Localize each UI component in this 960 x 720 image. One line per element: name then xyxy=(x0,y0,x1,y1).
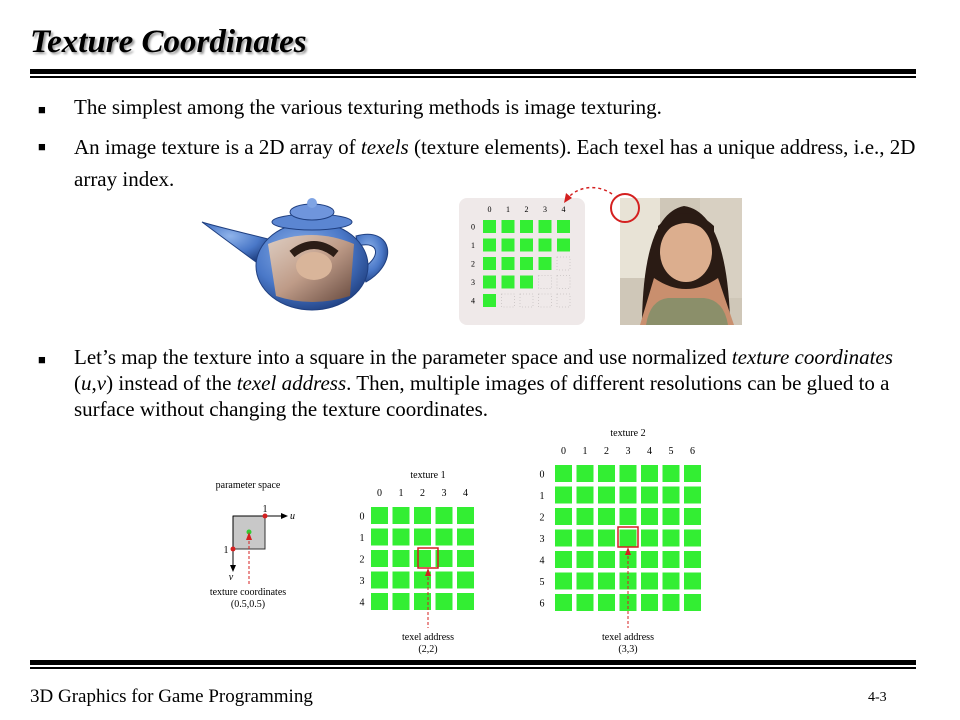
texel-col-label: 2 xyxy=(524,205,529,214)
texture-texel xyxy=(577,508,594,525)
texture1-caption-line1: texel address xyxy=(402,632,454,643)
texel-cell xyxy=(520,239,533,252)
texture-texel xyxy=(684,594,701,611)
texel-cell xyxy=(520,220,533,233)
texture-row-label: 2 xyxy=(359,554,365,566)
texture-texel xyxy=(598,508,615,525)
texture-texel xyxy=(641,465,658,482)
texture-texel xyxy=(577,551,594,568)
texture-texel xyxy=(620,487,637,504)
texture-texel xyxy=(555,573,572,590)
texture-col-label: 5 xyxy=(668,446,674,457)
texture2-caption-line1: texel address xyxy=(602,632,654,643)
texture-texel xyxy=(393,593,410,610)
v-axis-label: v xyxy=(228,572,234,583)
texture-texel xyxy=(577,465,594,482)
texture-texel xyxy=(577,594,594,611)
texture-texel xyxy=(598,530,615,547)
texture-texel xyxy=(371,593,388,610)
texture-texel xyxy=(620,508,637,525)
photo-image xyxy=(620,198,742,325)
page-number: 4-3 xyxy=(868,690,887,705)
v-tick-label: 1 xyxy=(223,545,229,556)
texture-row-label: 3 xyxy=(359,576,365,587)
texture-texel xyxy=(555,487,572,504)
texture-texel xyxy=(598,594,615,611)
texture2-grid xyxy=(555,465,701,611)
texture-texel xyxy=(371,529,388,546)
texture-row-label: 0 xyxy=(539,469,545,481)
texture1-grid xyxy=(371,507,474,610)
texture2-title: texture 2 xyxy=(610,428,646,439)
texture-texel xyxy=(684,465,701,482)
texel-row-label: 2 xyxy=(471,259,475,269)
texel-cell xyxy=(557,239,570,252)
texture1-caption-line2: (2,2) xyxy=(418,644,438,655)
texture2-row-labels xyxy=(540,470,545,610)
texture-row-label: 1 xyxy=(359,533,365,544)
texture-row-label: 4 xyxy=(359,597,365,609)
texture-texel xyxy=(663,573,680,590)
texel-cell xyxy=(539,257,552,270)
texture-col-label: 4 xyxy=(463,488,468,499)
bullet-1-text: The simplest among the various texturing methods is image texturing. xyxy=(74,95,662,119)
texture-texel xyxy=(371,507,388,524)
texture-col-label: 6 xyxy=(690,446,695,457)
texture-texel xyxy=(436,529,453,546)
texture-row-label: 4 xyxy=(539,555,545,567)
slide-title: Texture Coordinates xyxy=(30,24,307,60)
parameter-space-figure xyxy=(210,480,295,610)
texture-texel xyxy=(641,594,658,611)
texel-col-label: 1 xyxy=(506,205,510,214)
texel-cell xyxy=(502,257,515,270)
texture-texel xyxy=(641,551,658,568)
texel-cell xyxy=(520,257,533,270)
footer-course-title: 3D Graphics for Game Programming xyxy=(30,686,313,707)
texel-col-label: 4 xyxy=(561,205,566,214)
param-caption-line1: texture coordinates xyxy=(209,587,287,598)
texel-cell xyxy=(483,294,496,307)
texel-array-figure xyxy=(459,198,585,325)
texel-cell xyxy=(520,276,533,289)
texel-row-label: 0 xyxy=(471,222,475,232)
texture-row-label: 5 xyxy=(539,577,545,588)
texture-row-label: 2 xyxy=(539,512,545,524)
texture-texel xyxy=(393,572,410,589)
footer-rule-thin xyxy=(30,667,916,669)
texture-texel xyxy=(577,530,594,547)
texture-texel xyxy=(371,572,388,589)
texture-texel xyxy=(663,487,680,504)
texel-cell xyxy=(483,220,496,233)
texture-col-label: 4 xyxy=(647,446,652,457)
texture-texel xyxy=(663,551,680,568)
texture-texel xyxy=(436,507,453,524)
texture-texel xyxy=(393,529,410,546)
texture-texel xyxy=(436,572,453,589)
texture-texel xyxy=(598,551,615,568)
texture-texel xyxy=(555,594,572,611)
texture-texel xyxy=(663,594,680,611)
texture-texel xyxy=(641,530,658,547)
texture1-figure xyxy=(360,470,475,655)
texture-texel xyxy=(663,508,680,525)
texture-texel xyxy=(620,465,637,482)
texel-cell xyxy=(483,276,496,289)
texture-texel xyxy=(684,551,701,568)
texel-cell xyxy=(539,239,552,252)
texture-col-label: 2 xyxy=(604,446,609,457)
texel-col-label: 3 xyxy=(543,205,547,214)
texture-texel xyxy=(663,465,680,482)
square-bullet-icon: ■ xyxy=(38,352,46,367)
texel-row-label: 3 xyxy=(471,278,475,287)
texture-texel xyxy=(555,465,572,482)
texture-row-label: 6 xyxy=(539,598,545,610)
u-axis-label: u xyxy=(290,511,295,522)
texture-col-label: 2 xyxy=(420,488,425,499)
bullet-3-text: Let’s map the texture into a square in the parameter space and use normalized texture coordinates (u,v) instead of the texel address. Then, multiple images of different resolutions can be glued to a surface without changing the texture coordinates. xyxy=(74,345,893,421)
texture-texel xyxy=(684,573,701,590)
texture-texel xyxy=(577,573,594,590)
texture-texel xyxy=(663,530,680,547)
texture-texel xyxy=(684,530,701,547)
texture-texel xyxy=(414,550,431,567)
texture-col-label: 1 xyxy=(582,446,588,457)
texture-texel xyxy=(393,507,410,524)
texel-row-label: 1 xyxy=(471,241,475,250)
texel-cell xyxy=(502,276,515,289)
texture-row-label: 3 xyxy=(539,534,545,545)
texture1-title: texture 1 xyxy=(410,470,446,481)
texture1-row-labels xyxy=(360,512,365,609)
texture-col-label: 1 xyxy=(398,488,404,499)
texel-cell xyxy=(483,257,496,270)
texture2-col-labels xyxy=(561,446,695,457)
texture-texel xyxy=(555,508,572,525)
texture1-col-labels xyxy=(377,488,468,499)
bullet-2-text: An image texture is a 2D array of texels (texture elements). Each texel has a unique address, i.e., 2D array index. xyxy=(74,135,916,191)
texture-row-label: 1 xyxy=(539,491,545,502)
texture2-figure xyxy=(540,428,702,655)
dashed-arrow xyxy=(568,188,612,198)
texture-texel xyxy=(641,487,658,504)
texel-cell xyxy=(502,239,515,252)
texture-texel xyxy=(457,572,474,589)
footer-rule-thick xyxy=(30,660,916,665)
texture2-caption-line2: (3,3) xyxy=(618,644,638,655)
texture-texel xyxy=(577,487,594,504)
texture-col-label: 3 xyxy=(441,488,447,499)
texture-row-label: 0 xyxy=(359,511,365,523)
texture-texel xyxy=(598,573,615,590)
texture-col-label: 0 xyxy=(561,446,566,457)
texture-texel xyxy=(457,550,474,567)
square-bullet-icon: ■ xyxy=(38,139,46,154)
param-space-title: parameter space xyxy=(215,480,281,491)
texel-cell xyxy=(539,220,552,233)
teapot-image xyxy=(202,198,388,310)
texel-cell xyxy=(483,239,496,252)
texture-texel xyxy=(598,487,615,504)
param-caption-line2: (0.5,0.5) xyxy=(230,599,266,610)
texel-col-label: 0 xyxy=(487,205,492,214)
texture-texel xyxy=(598,465,615,482)
texture-texel xyxy=(620,530,637,547)
texel-cell xyxy=(502,220,515,233)
texture-texel xyxy=(641,508,658,525)
texture-texel xyxy=(457,593,474,610)
texture-texel xyxy=(457,529,474,546)
texture-texel xyxy=(393,550,410,567)
texel-cell xyxy=(557,220,570,233)
texture-texel xyxy=(641,573,658,590)
texture-col-label: 0 xyxy=(377,488,382,499)
texture-texel xyxy=(436,593,453,610)
texture-texel xyxy=(457,507,474,524)
texture-texel xyxy=(555,530,572,547)
u-tick-label: 1 xyxy=(262,504,268,515)
texel-row-label: 4 xyxy=(471,296,475,306)
texture-texel xyxy=(684,487,701,504)
texture-col-label: 3 xyxy=(625,446,631,457)
texture-texel xyxy=(684,508,701,525)
square-bullet-icon: ■ xyxy=(38,102,46,117)
texture-texel xyxy=(555,551,572,568)
texture-texel xyxy=(414,507,431,524)
texture-texel xyxy=(371,550,388,567)
texture-texel xyxy=(414,529,431,546)
